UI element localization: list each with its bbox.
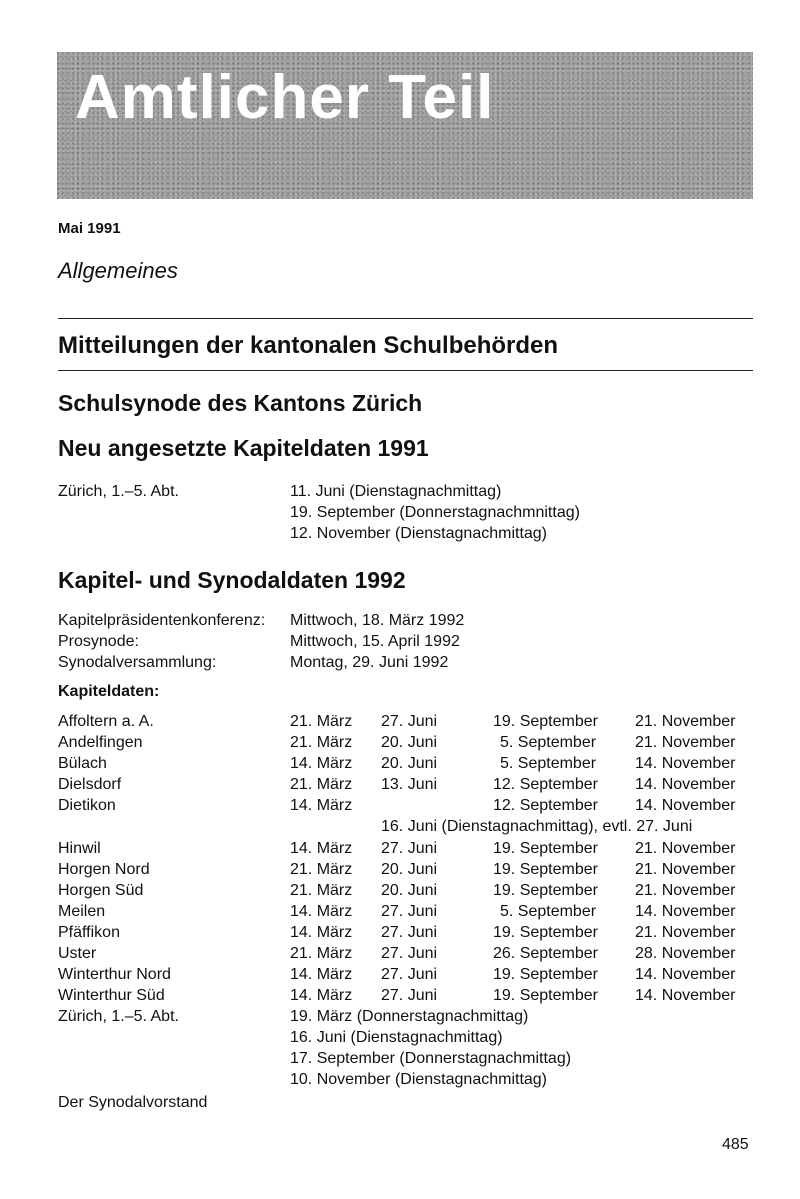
chapter-name: Dietikon [58,797,116,814]
chapter-date-maerz: 14. März [290,755,353,772]
chapter-date-juni: 20. Juni [381,861,438,878]
chapter-date-maerz: 14. März [290,987,353,1004]
chapter-date-september: 19. September [493,861,598,878]
chapter-date-maerz: 21. März [290,882,353,899]
chapter-name: Hinwil [58,840,101,857]
chapter-date-maerz: 21. März [290,776,353,793]
chapter-date-juni: 27. Juni [381,840,438,857]
category-heading: Allgemeines [58,258,178,283]
chapter-name: Meilen [58,903,106,920]
rule-top [58,318,753,319]
chapter-name: Horgen Nord [58,861,150,878]
chapter-date-juni: 27. Juni [381,966,438,983]
chapter-name: Andelfingen [58,734,143,751]
chapter-date-juni: 27. Juni [381,713,438,730]
chapter-date-november: 21. November [635,924,736,941]
chapter-date-september: 19. September [493,966,598,983]
chapter-date-maerz: 21. März [290,861,353,878]
chapter-name: Horgen Süd [58,882,144,899]
chapter-date-juni: 27. Juni [381,987,438,1004]
event-label: Synodalversammlung: [58,654,217,671]
chapter-date-juni: 13. Juni [381,776,438,793]
chapter-date-maerz: 14. März [290,903,353,920]
chapter-name: Bülach [58,755,107,772]
chapter-date-november: 14. November [635,797,736,814]
date-1991-line: 19. September (Donnerstagnachmnittag) [290,504,580,521]
chapter-date-september: 26. September [493,945,598,962]
chapter-date-september: 12. September [493,776,598,793]
chapter-date-juni: 27. Juni [381,903,438,920]
chapter-date-juni: 20. Juni [381,882,438,899]
chapter-date-september: 19. September [493,713,598,730]
chapter-name: Affoltern a. A. [58,713,154,730]
zuerich-1992-line: 19. März (Donnerstagnachmittag) [290,1008,529,1025]
chapter-date-september: 19. September [493,882,598,899]
event-date: Montag, 29. Juni 1992 [290,654,449,671]
chapter-date-november: 21. November [635,840,736,857]
chapter-date-maerz: 21. März [290,713,353,730]
chapter-date-september: 12. September [493,797,598,814]
chapter-date-september: 5. September [500,903,597,920]
chapter-date-november: 14. November [635,966,736,983]
chapter-date-september: 19. September [493,840,598,857]
signature: Der Synodalvorstand [58,1094,208,1111]
chapter-date-september: 19. September [493,924,598,941]
chapter-name: Winterthur Süd [58,987,165,1004]
date-1991-line: 12. November (Dienstagnachmittag) [290,525,548,542]
zuerich-1992-line: 10. November (Dienstagnachmittag) [290,1071,548,1088]
heading-synode: Schulsynode des Kantons Zürich [58,390,423,416]
chapter-name: Pfäffikon [58,924,120,941]
heading-kapitel-1992: Kapitel- und Synodaldaten 1992 [58,567,406,593]
heading-kapiteldaten-1991: Neu angesetzte Kapiteldaten 1991 [58,435,429,461]
chapter-date-september: 19. September [493,987,598,1004]
issue-date: Mai 1991 [58,220,121,237]
event-date: Mittwoch, 18. März 1992 [290,612,465,629]
title-banner [57,52,753,199]
event-date: Mittwoch, 15. April 1992 [290,633,460,650]
chapter-date-september: 5. September [500,734,597,751]
chapter-date-november: 21. November [635,734,736,751]
zuerich-1992-label: Zürich, 1.–5. Abt. [58,1008,179,1025]
chapter-date-maerz: 14. März [290,797,353,814]
chapter-date-maerz: 21. März [290,734,353,751]
zuerich-1992-line: 16. Juni (Dienstagnachmittag) [290,1029,503,1046]
zuerich-1992-line: 17. September (Donnerstagnachmittag) [290,1050,572,1067]
chapter-name: Uster [58,945,97,962]
chapter-date-november: 14. November [635,755,736,772]
section-title: Mitteilungen der kantonalen Schulbehörden [58,332,559,359]
chapter-date-juni: 27. Juni [381,945,438,962]
chapter-date-maerz: 14. März [290,840,353,857]
date-1991-line: 11. Juni (Dienstagnachmittag) [290,483,502,500]
chapter-date-maerz: 21. März [290,945,353,962]
kapiteldaten-label: Kapiteldaten: [58,683,160,700]
chapter-date-juni: 20. Juni [381,755,438,772]
chapter-name: Dielsdorf [58,776,122,793]
event-label: Kapitelpräsidentenkonferenz: [58,612,266,629]
event-label: Prosynode: [58,633,139,650]
chapter-date-november: 28. November [635,945,736,962]
page-number: 485 [722,1136,749,1153]
chapter-date-september: 5. September [500,755,597,772]
banner-title: Amtlicher Teil [75,63,495,132]
chapter-date-maerz: 14. März [290,924,353,941]
chapter-date-maerz: 14. März [290,966,353,983]
chapter-date-november: 21. November [635,882,736,899]
chapter-date-november: 14. November [635,987,736,1004]
chapter-name: Winterthur Nord [58,966,171,983]
dietikon-note: 16. Juni (Dienstagnachmittag), evtl. 27. Juni [381,818,693,835]
rule-bottom [58,370,753,371]
chapter-date-juni: 27. Juni [381,924,438,941]
chapter-date-november: 14. November [635,903,736,920]
chapter-date-november: 14. November [635,776,736,793]
chapter-date-november: 21. November [635,861,736,878]
chapter-date-november: 21. November [635,713,736,730]
zuerich-1991-label: Zürich, 1.–5. Abt. [58,483,179,500]
chapter-date-juni: 20. Juni [381,734,438,751]
